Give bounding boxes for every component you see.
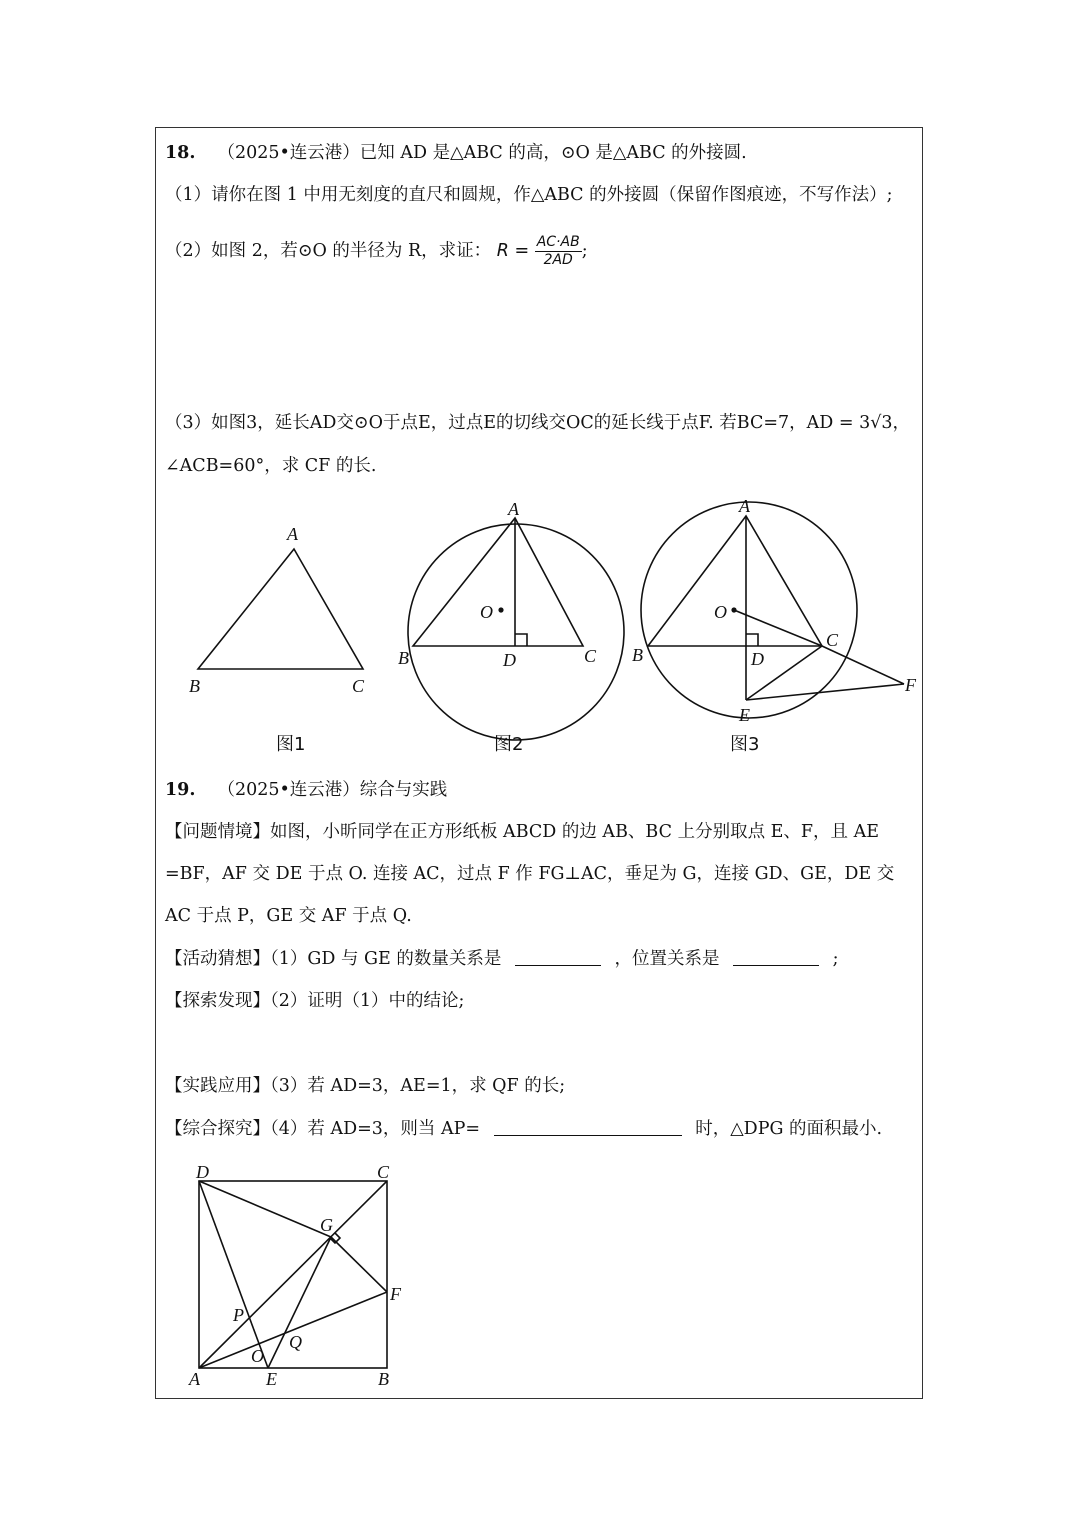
fig2-center-dot [498, 607, 503, 612]
q19-synth-prefix: 【综合探究】（4）若 AD=3，则当 AP= [165, 1119, 481, 1139]
fig1-label-c: C [352, 676, 365, 696]
q18-part3-line2: ∠ACB=60°，求 CF 的长. [165, 456, 377, 476]
q18-part2-suffix: ; [581, 241, 588, 261]
q19-guess-suffix: ; [832, 949, 839, 969]
fig2-triangle [413, 518, 583, 646]
q18-fraction-denominator: 2AD [543, 252, 573, 268]
fig3-caption: 图3 [730, 734, 760, 755]
q18-part1: （1）请你在图 1 中用无刻度的直尺和圆规，作△ABC 的外接圆（保留作图痕迹，不写作法）; [165, 185, 893, 205]
q19-situation-line1: 【问题情境】如图，小昕同学在正方形纸板 ABCD 的边 AB、BC 上分别取点 E、F，且 AE [165, 822, 880, 842]
fig2-label-a: A [508, 499, 519, 519]
q19-explore: 【探索发现】（2）证明（1）中的结论; [165, 991, 465, 1011]
fig4-label-b: B [378, 1369, 389, 1389]
fig3-label-e: E [739, 705, 750, 725]
fig2-label-o: O [480, 602, 493, 622]
q19-answer-blank-ap[interactable] [494, 1119, 682, 1136]
q19-stem-line [165, 779, 447, 801]
fig3-triangle [648, 516, 822, 646]
fig4-label-c: C [377, 1162, 390, 1182]
fig3-label-f: F [905, 675, 916, 695]
q19-situation-line2: =BF，AF 交 DE 于点 O. 连接 AC，过点 F 作 FG⊥AC，垂足为 G，连接 GD、GE，DE 交 [165, 864, 895, 884]
q18-number: 18. [165, 143, 196, 163]
q19-synth-suffix: 时，△DPG 的面积最小. [695, 1119, 883, 1139]
fig3-label-c: C [826, 630, 839, 650]
fig4-label-a: A [189, 1369, 200, 1389]
fig4-line-dg [199, 1181, 331, 1237]
fig4-line-de [199, 1181, 268, 1368]
fig2-circle [408, 524, 624, 740]
fig4-label-o: O [251, 1346, 264, 1366]
q19-number: 19. [165, 780, 196, 800]
fig3-label-a: A [739, 496, 750, 516]
fig1-caption: 图1 [276, 734, 306, 755]
fig1-label-a: A [287, 524, 298, 544]
fig3-center-dot [731, 607, 736, 612]
q19-guess-line [165, 948, 839, 970]
fig3-right-angle [746, 634, 758, 646]
fig2-label-d: D [503, 650, 516, 670]
q19-situation-line3: AC 于点 P，GE 交 AF 于点 Q. [165, 906, 412, 926]
fig4-label-f: F [390, 1284, 401, 1304]
q18-fraction-numerator: AC·AB [536, 234, 580, 250]
fig3-label-o: O [714, 602, 727, 622]
q19-answer-blank-quantity[interactable] [515, 949, 601, 966]
fig1-triangle [198, 549, 363, 669]
fig4-label-q: Q [289, 1332, 302, 1352]
fig4-label-p: P [233, 1305, 244, 1325]
fig2-label-c: C [584, 646, 597, 666]
q18-stem: （2025•连云港）已知 AD 是△ABC 的高，⊙O 是△ABC 的外接圆. [217, 143, 747, 163]
fig3-label-d: D [751, 649, 764, 669]
fig4-line-af [199, 1292, 387, 1368]
fig1-label-b: B [189, 676, 200, 696]
q19-answer-blank-position[interactable] [733, 949, 819, 966]
fig4-label-d: D [196, 1162, 209, 1182]
fig4-label-e: E [266, 1369, 277, 1389]
fig3-line-cf [822, 646, 904, 684]
fig2-right-angle [515, 634, 527, 646]
fig4-label-g: G [320, 1215, 333, 1235]
fig3-line-oc [734, 610, 822, 646]
q18-part2-prefix: （2）如图 2，若⊙O 的半径为 R，求证： [165, 241, 492, 261]
q18-part3-line1: （3）如图3，延长AD交⊙O于点E，过点E的切线交OC的延长线于点F. 若BC=7，AD = 3√3， [165, 413, 911, 433]
fig3-label-b: B [632, 645, 643, 665]
q18-part2-r: R = [496, 241, 530, 261]
fig2-label-b: B [398, 648, 409, 668]
q19-guess-prefix: 【活动猜想】（1）GD 与 GE 的数量关系是 [165, 949, 502, 969]
fig4-line-gf [331, 1237, 387, 1292]
q19-guess-mid: ，位置关系是 [614, 949, 720, 969]
fig2-caption: 图2 [494, 734, 524, 755]
q19-stem: （2025•连云港）综合与实践 [217, 780, 448, 800]
fig3-circle [641, 502, 857, 718]
q19-synth-line [165, 1118, 882, 1140]
q19-apply: 【实践应用】（3）若 AD=3，AE=1，求 QF 的长; [165, 1076, 566, 1096]
